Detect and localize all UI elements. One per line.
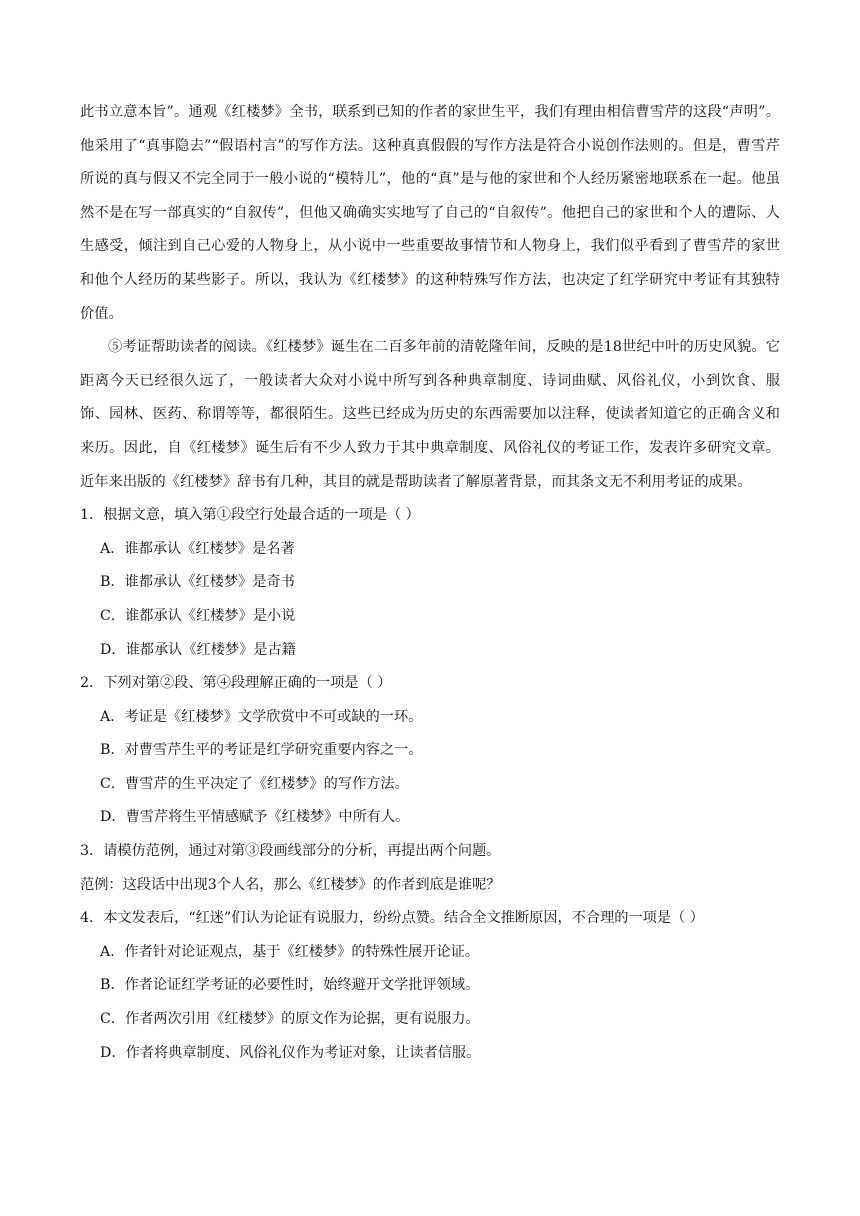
- question-1: [80, 499, 780, 667]
- question-3-example: 范例：这段话中出现3个人名，那么《红楼梦》的作者到底是谁呢？: [80, 876, 501, 893]
- question-1-option-a: A．谁都承认《红楼梦》是名著: [100, 540, 295, 557]
- question-2-option-c: C．曹雪芹的生平决定了《红楼梦》的写作方法。: [100, 775, 409, 792]
- question-4: [80, 902, 780, 1070]
- question-4-option-d: D．作者将典章制度、风俗礼仪作为考证对象，让读者信服。: [100, 1044, 481, 1061]
- document-page: [80, 96, 780, 1070]
- question-3: [80, 835, 780, 902]
- question-1-option-d: D．谁都承认《红楼梦》是古籍: [100, 641, 296, 658]
- question-1-option-c: C．谁都承认《红楼梦》是小说: [100, 607, 296, 624]
- question-2-option-b: B．对曹雪芹生平的考证是红学研究重要内容之一。: [100, 742, 423, 759]
- question-2-option-a: A．考证是《红楼梦》文学欣赏中不可或缺的一环。: [100, 708, 423, 725]
- question-4-option-b: B．作者论证红学考证的必要性时，始终避开文学批评领域。: [100, 977, 480, 994]
- question-2-stem: 2．下列对第②段、第④段理解正确的一项是（ ）: [80, 675, 392, 692]
- question-2-option-d: D．曹雪芹将生平情感赋予《红楼梦》中所有人。: [100, 809, 410, 826]
- question-4-option-a: A．作者针对论证观点，基于《红楼梦》的特殊性展开论证。: [100, 943, 480, 960]
- question-3-stem: 3．请模仿范例，通过对第③段画线部分的分析，再提出两个问题。: [80, 843, 501, 860]
- passage-paragraph-5: ⑤考证帮助读者的阅读。《红楼梦》诞生在二百多年前的清乾隆年间，反映的是18世纪中叶的历史风貌。它距离今天已经很久远了，一般读者大众对小说中所写到各种典章制度、诗词曲赋、风俗礼仪，小到饮食、服饰、园林、医药、称谓等等，都很陌生。这些已经成为历史的东西需要加以注释，使读者知道它的正确含义和来历。因此，自《红楼梦》诞生后有不少人致力于其中典章制度、风俗礼仪的考证工作，发表许多研究文章。近年来出版的《红楼梦》辞书有几种，其目的就是帮助读者了解原著背景，而其条文无不利用考证的成果。: [80, 339, 780, 490]
- question-4-stem: 4．本文发表后，“红迷”们认为论证有说服力，纷纷点赞。结合全文推断原因，不合理的一项是（ ）: [80, 910, 704, 927]
- passage-paragraph-continued: 此书立意本旨”。通观《红楼梦》全书，联系到已知的作者的家世生平，我们有理由相信曹雪芹的这段“声明”。他采用了“真事隐去”“假语村言”的写作方法。这种真真假假的写作方法是符合小说创作法则的。但是，曹雪芹所说的真与假又不完全同于一般小说的“模特儿”，他的“真”是与他的家世和个人经历紧密地联系在一起。他虽然不是在写一部真实的“自叙传”，但他又确确实实地写了自己的“自叙传”。他把自己的家世和个人的遭际、人生感受，倾注到自己心爱的人物身上，从小说中一些重要故事情节和人物身上，我们似乎看到了曹雪芹的家世和他个人经历的某些影子。所以，我认为《红楼梦》的这种特殊写作方法，也决定了红学研究中考证有其独特价值。: [80, 104, 780, 322]
- question-2: [80, 667, 780, 835]
- question-1-stem: 1．根据文意，填入第①段空行处最合适的一项是（ ）: [80, 507, 420, 524]
- question-1-option-b: B．谁都承认《红楼梦》是奇书: [100, 574, 295, 591]
- question-4-option-c: C．作者两次引用《红楼梦》的原文作为论据，更有说服力。: [100, 1011, 480, 1028]
